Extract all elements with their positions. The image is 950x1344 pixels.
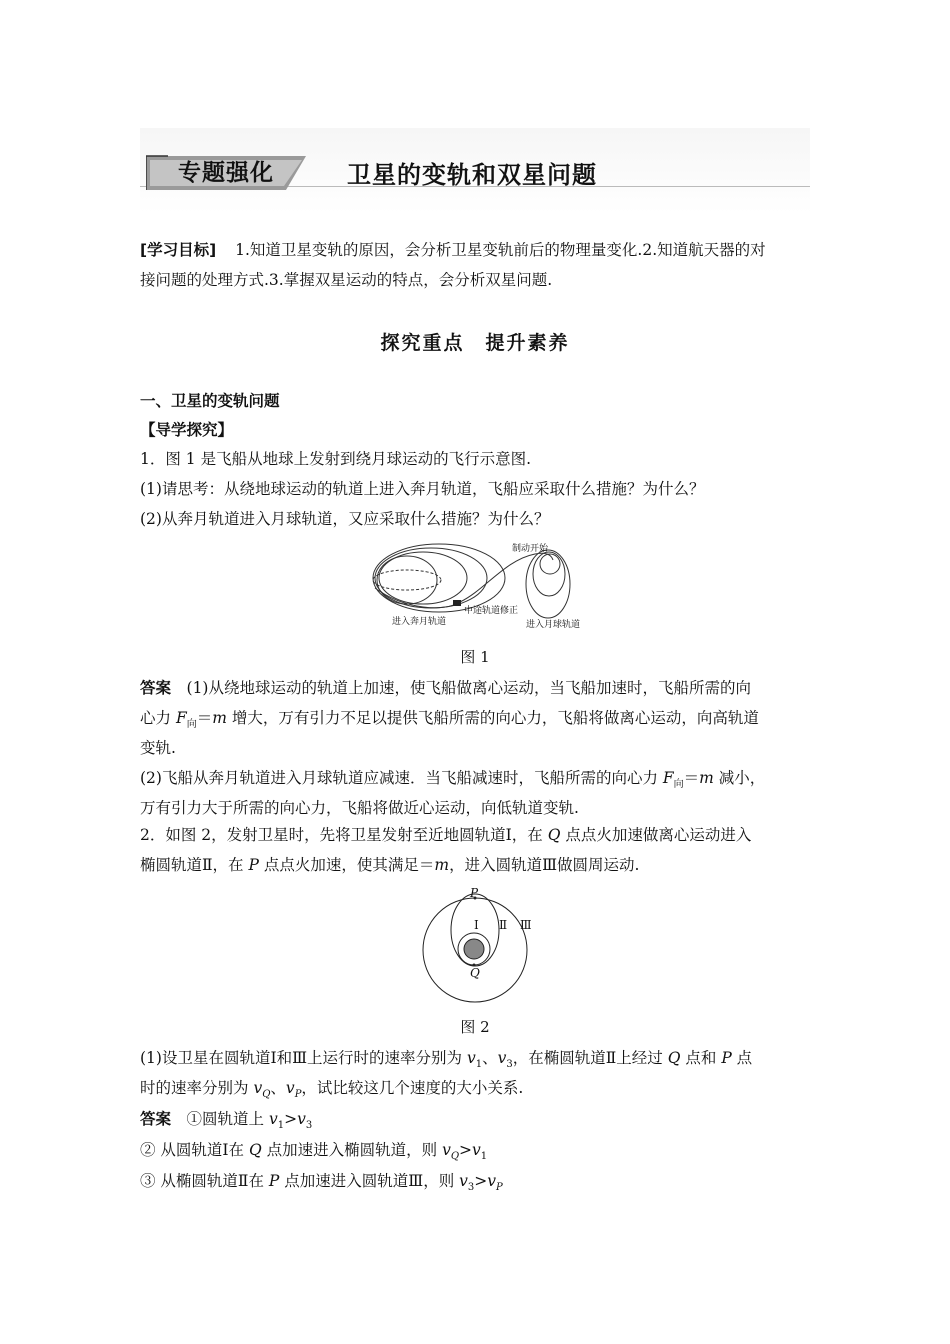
var-v: v <box>285 1079 295 1097</box>
answer1-text4a: (2)飞船从奔月轨道进入月球轨道应减速．当飞船减速时，飞船所需的向心力 <box>140 769 663 787</box>
q2-line2 <box>140 850 812 881</box>
sep: 、 <box>270 1079 286 1097</box>
var-P: P <box>268 1172 280 1190</box>
var-v: v <box>442 1141 451 1159</box>
var-v: v <box>472 1141 481 1159</box>
objectives-line2: 接问题的处理方式.3.掌握双星运动的特点，会分析双星问题. <box>140 271 553 289</box>
q2sub-text2a: 时的速率分别为 <box>140 1079 254 1097</box>
sep: 、 <box>482 1049 498 1067</box>
var-P: P <box>721 1049 732 1067</box>
var-m: m <box>434 856 450 874</box>
var-Q: Q <box>547 826 561 844</box>
tag-label: 专题强化 <box>178 160 274 186</box>
var-v: v <box>497 1049 507 1067</box>
equals: ＝ <box>196 709 213 727</box>
answer2-text2b: 点加速进入椭圆轨道，则 <box>261 1141 443 1159</box>
var-m: m <box>699 769 714 787</box>
q2sub-text2b: ，试比较这几个速度的大小关系. <box>301 1079 524 1097</box>
answer2-text3a: ③ 从椭圆轨道Ⅱ在 <box>140 1172 269 1190</box>
var-v: v <box>297 1110 306 1128</box>
fig1-label-correction: 中途轨道修正 <box>464 606 519 616</box>
sub-1: 1 <box>480 1151 488 1163</box>
page-title: 卫星的变轨和双星问题 <box>347 160 597 189</box>
gt: > <box>474 1172 488 1190</box>
var-v: v <box>466 1049 476 1067</box>
var-v: v <box>487 1172 497 1190</box>
sub-xiang: 向 <box>673 779 684 791</box>
q2-text1b: 点点火加速做离心运动进入 <box>560 826 752 844</box>
figure-2-diagram <box>420 886 530 1006</box>
answer2-text3b: 点加速进入圆轨道Ⅲ，则 <box>279 1172 460 1190</box>
sub-3: 3 <box>305 1120 313 1132</box>
answer1-line5: 万有引力大于所需的向心力，飞船将做近心运动，向低轨道变轨. <box>140 799 579 817</box>
answer2-text2a: ② 从圆轨道Ⅰ在 <box>140 1141 249 1159</box>
q2sub-text1b: ，在椭圆轨道Ⅱ上经过 <box>512 1049 668 1067</box>
objectives-label: [学习目标] <box>140 241 217 259</box>
sub-P: P <box>496 1182 503 1194</box>
var-v: v <box>253 1079 263 1097</box>
var-m: m <box>212 709 227 727</box>
section-title: 探究重点 提升素养 <box>380 332 570 354</box>
q1-intro: 1．图 1 是飞船从地球上发射到绕月球运动的飞行示意图. <box>140 450 532 468</box>
sub-3: 3 <box>506 1059 513 1071</box>
var-v: v <box>459 1172 468 1190</box>
answer2-line3 <box>140 1166 812 1203</box>
sub-P: P <box>294 1089 302 1101</box>
q2sub-text1a: (1)设卫星在圆轨道Ⅰ和Ⅲ上运行时的速率分别为 <box>140 1049 467 1067</box>
equals: ＝ <box>418 856 435 874</box>
part1-heading: 一、卫星的变轨问题 <box>140 392 280 410</box>
fig2-label-Q: Q <box>470 966 480 980</box>
q2-text2b: 点点火加速，使其满足 <box>258 856 419 874</box>
sub-Q: Q <box>450 1151 460 1163</box>
q1-sub2: (2)从奔月轨道进入月球轨道，又应采取什么措施？为什么？ <box>140 510 550 528</box>
var-F: F <box>175 709 187 727</box>
var-Q: Q <box>248 1141 262 1159</box>
answer1-text2b: 增大，万有引力不足以提供飞船所需的向心力，飞船将做离心运动，向高轨道 <box>226 709 759 727</box>
answer1-line3: 变轨. <box>140 739 176 757</box>
answer1-text1: (1)从绕地球运动的轨道上加速，使飞船做离心运动，当飞船加速时，飞船所需的向 <box>171 679 751 697</box>
var-F: F <box>662 769 674 787</box>
var-P: P <box>248 856 259 874</box>
fig1-label-transfer: 进入奔月轨道 <box>392 617 447 627</box>
equals: ＝ <box>683 769 700 787</box>
fig1-label-lunar: 进入月球轨道 <box>526 620 581 630</box>
objectives-text1: 1.知道卫星变轨的原因，会分析卫星变轨前后的物理量变化.2.知道航天器的对 <box>235 241 766 259</box>
q2-text2a: 椭圆轨道Ⅱ，在 <box>140 856 249 874</box>
q1-sub1: (1)请思考：从绕地球运动的轨道上进入奔月轨道，飞船应采取什么措施？为什么？ <box>140 480 705 498</box>
figure-1-caption: 图 1 <box>460 648 490 666</box>
var-Q: Q <box>667 1049 681 1067</box>
fig2-label-III: Ⅲ <box>520 918 532 932</box>
sub-1: 1 <box>475 1059 483 1071</box>
var-v: v <box>268 1110 278 1128</box>
sub-xiang: 向 <box>186 719 197 731</box>
gt: > <box>284 1110 298 1128</box>
q2-line1 <box>140 820 812 851</box>
fig2-label-P: P <box>470 886 479 900</box>
answer-label: 答案 <box>140 1110 172 1128</box>
q2sub-text1c: 点和 <box>680 1049 722 1067</box>
q2-text1a: 2．如图 2，发射卫星时，先将卫星发射至近地圆轨道Ⅰ，在 <box>140 826 548 844</box>
sub-Q: Q <box>262 1089 271 1101</box>
answer2-text1: ①圆轨道上 <box>171 1110 269 1128</box>
q2-text2d: ，进入圆轨道Ⅲ做圆周运动. <box>449 856 640 874</box>
answer-label: 答案 <box>140 679 172 697</box>
gt: > <box>459 1141 473 1159</box>
answer1-text4b: 减小， <box>713 769 766 787</box>
figure-2-caption: 图 2 <box>460 1018 490 1036</box>
fig2-label-II: Ⅱ <box>499 918 508 932</box>
q2sub-text1d: 点 <box>731 1049 753 1067</box>
answer1-line1 <box>140 673 812 704</box>
fig1-label-brake: 制动开始 <box>512 544 549 554</box>
objectives-line1 <box>140 235 812 266</box>
answer1-text2a: 心力 <box>140 709 176 727</box>
fig2-label-I: Ⅰ <box>474 918 479 932</box>
sub-1: 1 <box>277 1120 285 1132</box>
sub-3: 3 <box>467 1182 475 1194</box>
guide-heading: 【导学探究】 <box>140 421 234 439</box>
